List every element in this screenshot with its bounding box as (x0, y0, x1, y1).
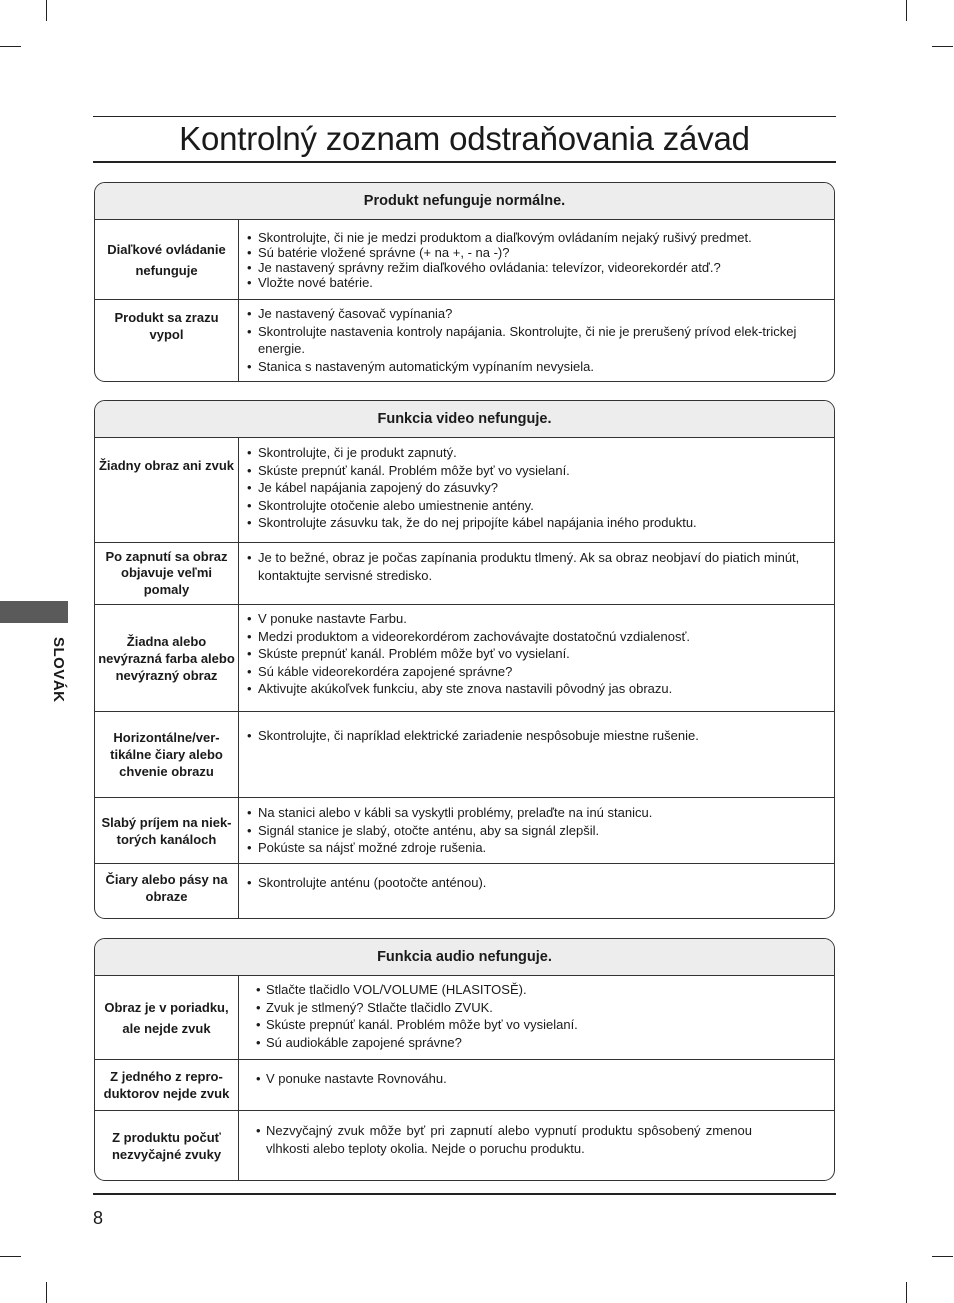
language-tab-marker (0, 601, 68, 623)
section-video-malfunction (94, 400, 835, 919)
crop-mark (0, 46, 21, 47)
table-row (95, 712, 834, 798)
crop-mark (46, 1282, 47, 1303)
section-header: Funkcia audio nefunguje. (95, 939, 834, 976)
solution-item: • Skontrolujte, či nie je medzi produktom a diaľkovým ovládaním nejaký rušivý predmet. (247, 230, 814, 245)
title-rule-bottom (93, 161, 836, 163)
solution-item: • V ponuke nastavte Farbu. (247, 610, 814, 628)
solution-item: • Na stanici alebo v kábli sa vyskytli problémy, prelaďte na inú stanicu. (247, 804, 814, 822)
solution-item: • Je nastavený správny režim diaľkového ovládania: televízor, videorekordér atď.? (247, 260, 814, 275)
crop-mark (0, 1256, 21, 1257)
crop-mark (932, 1256, 953, 1257)
page-number: 8 (93, 1208, 104, 1228)
footer-rule (93, 1193, 836, 1195)
problem-cell: Slabý príjem na niek-torých kanáloch (95, 798, 239, 863)
solution-item: • Skúste prepnúť kanál. Problém môže byť vo vysielaní. (256, 1016, 814, 1034)
table-row (95, 543, 834, 605)
language-label: SLOVÁK (50, 637, 67, 703)
section-audio-malfunction (94, 938, 835, 1181)
solution-cell (239, 712, 834, 797)
solution-cell (239, 798, 834, 863)
solution-item: • Vložte nové batérie. (247, 275, 814, 290)
table-row (95, 1111, 834, 1180)
solution-item: • Stanica s nastaveným automatickým vypínaním nevysiela. (247, 358, 814, 376)
solution-item: • Signál stanice je slabý, otočte anténu, aby sa signál zlepšil. (247, 822, 814, 840)
solution-item: • Skontrolujte zásuvku tak, že do nej pripojíte kábel napájania iného produktu. (247, 514, 814, 532)
solution-cell (239, 438, 834, 542)
solution-item: • Skúste prepnúť kanál. Problém môže byť vo vysielaní. (247, 462, 814, 480)
table-row (95, 1060, 834, 1111)
solution-item: • Je to bežné, obraz je počas zapínania produktu tlmený. Ak sa obraz neobjaví do piatich minút, kontaktujte servisné stredisko. (247, 549, 814, 584)
solution-item: • Skontrolujte anténu (pootočte anténou). (247, 874, 814, 892)
solution-item: • Zvuk je stlmený? Stlačte tlačidlo ZVUK. (256, 999, 814, 1017)
section-header: Funkcia video nefunguje. (95, 401, 834, 438)
page-title: Kontrolný zoznam odstraňovania závad (179, 120, 750, 157)
title-rule-top (93, 116, 836, 117)
crop-mark (906, 0, 907, 21)
solution-item: • Nezvyčajný zvuk môže byť pri zapnutí alebo vypnutí produktu spôsobený zmenou vlhkosti alebo teploty okolia. Nejde o poruchu produktu. (256, 1122, 752, 1157)
solution-item: • Aktivujte akúkoľvek funkciu, aby ste znova nastavili pôvodný jas obrazu. (247, 680, 814, 698)
problem-cell: Z jedného z repro-duktorov nejde zvuk (95, 1060, 239, 1110)
problem-cell: Obraz je v poriadku, ale nejde zvuk (95, 976, 239, 1059)
solution-cell (239, 864, 834, 918)
problem-cell: Čiary alebo pásy na obraze (95, 864, 239, 918)
table-row (95, 864, 834, 918)
solution-item: • Sú batérie vložené správne (+ na +, - na -)? (247, 245, 814, 260)
crop-mark (46, 0, 47, 21)
solution-item: • Sú káble videorekordéra zapojené správne? (247, 663, 814, 681)
problem-cell: Z produktu počuť nezvyčajné zvuky (95, 1111, 239, 1180)
section-header: Produkt nefunguje normálne. (95, 183, 834, 220)
problem-cell: Diaľkové ovládanie nefunguje (95, 220, 239, 299)
problem-cell: Produkt sa zrazu vypol (95, 300, 239, 381)
solution-item: • Je kábel napájania zapojený do zásuvky? (247, 479, 814, 497)
solution-cell (239, 543, 834, 604)
solution-item: • Je nastavený časovač vypínania? (247, 305, 814, 323)
solution-item: • Medzi produktom a videorekordérom zachovávajte dostatočnú vzdialenosť. (247, 628, 814, 646)
solution-item: • Stlačte tlačidlo VOL/VOLUME (HLASITOSĚ). (256, 981, 814, 999)
solution-item: • Skontrolujte, či je produkt zapnutý. (247, 444, 814, 462)
solution-cell (239, 976, 834, 1059)
problem-cell: Žiadna alebo nevýrazná farba alebo nevýrazný obraz (95, 605, 239, 711)
section-product-malfunction (94, 182, 835, 382)
solution-item: • Sú audiokáble zapojené správne? (256, 1034, 814, 1052)
solution-item: • V ponuke nastavte Rovnováhu. (256, 1070, 814, 1088)
crop-mark (932, 46, 953, 47)
table-row (95, 605, 834, 712)
solution-item: • Skontrolujte nastavenia kontroly napájania. Skontrolujte, či nie je prerušený prívod elek-trickej energie. (247, 323, 814, 358)
solution-cell (239, 1111, 834, 1180)
table-row (95, 798, 834, 864)
solution-item: • Pokúste sa nájsť možné zdroje rušenia. (247, 839, 814, 857)
solution-item: • Skúste prepnúť kanál. Problém môže byť vo vysielaní. (247, 645, 814, 663)
table-row (95, 220, 834, 300)
crop-mark (906, 1282, 907, 1303)
problem-cell: Horizontálne/ver-tikálne čiary alebo chvenie obrazu (95, 712, 239, 797)
solution-cell (239, 220, 834, 299)
table-row (95, 300, 834, 381)
problem-cell: Žiadny obraz ani zvuk (95, 438, 239, 542)
problem-cell: Po zapnutí sa obraz objavuje veľmi pomaly (95, 543, 239, 604)
table-row (95, 976, 834, 1060)
solution-cell (239, 1060, 834, 1110)
solution-item: • Skontrolujte otočenie alebo umiestnenie antény. (247, 497, 814, 515)
solution-cell (239, 300, 834, 381)
table-row (95, 438, 834, 543)
solution-item: • Skontrolujte, či napríklad elektrické zariadenie nespôsobuje miestne rušenie. (247, 727, 814, 745)
solution-cell (239, 605, 834, 711)
